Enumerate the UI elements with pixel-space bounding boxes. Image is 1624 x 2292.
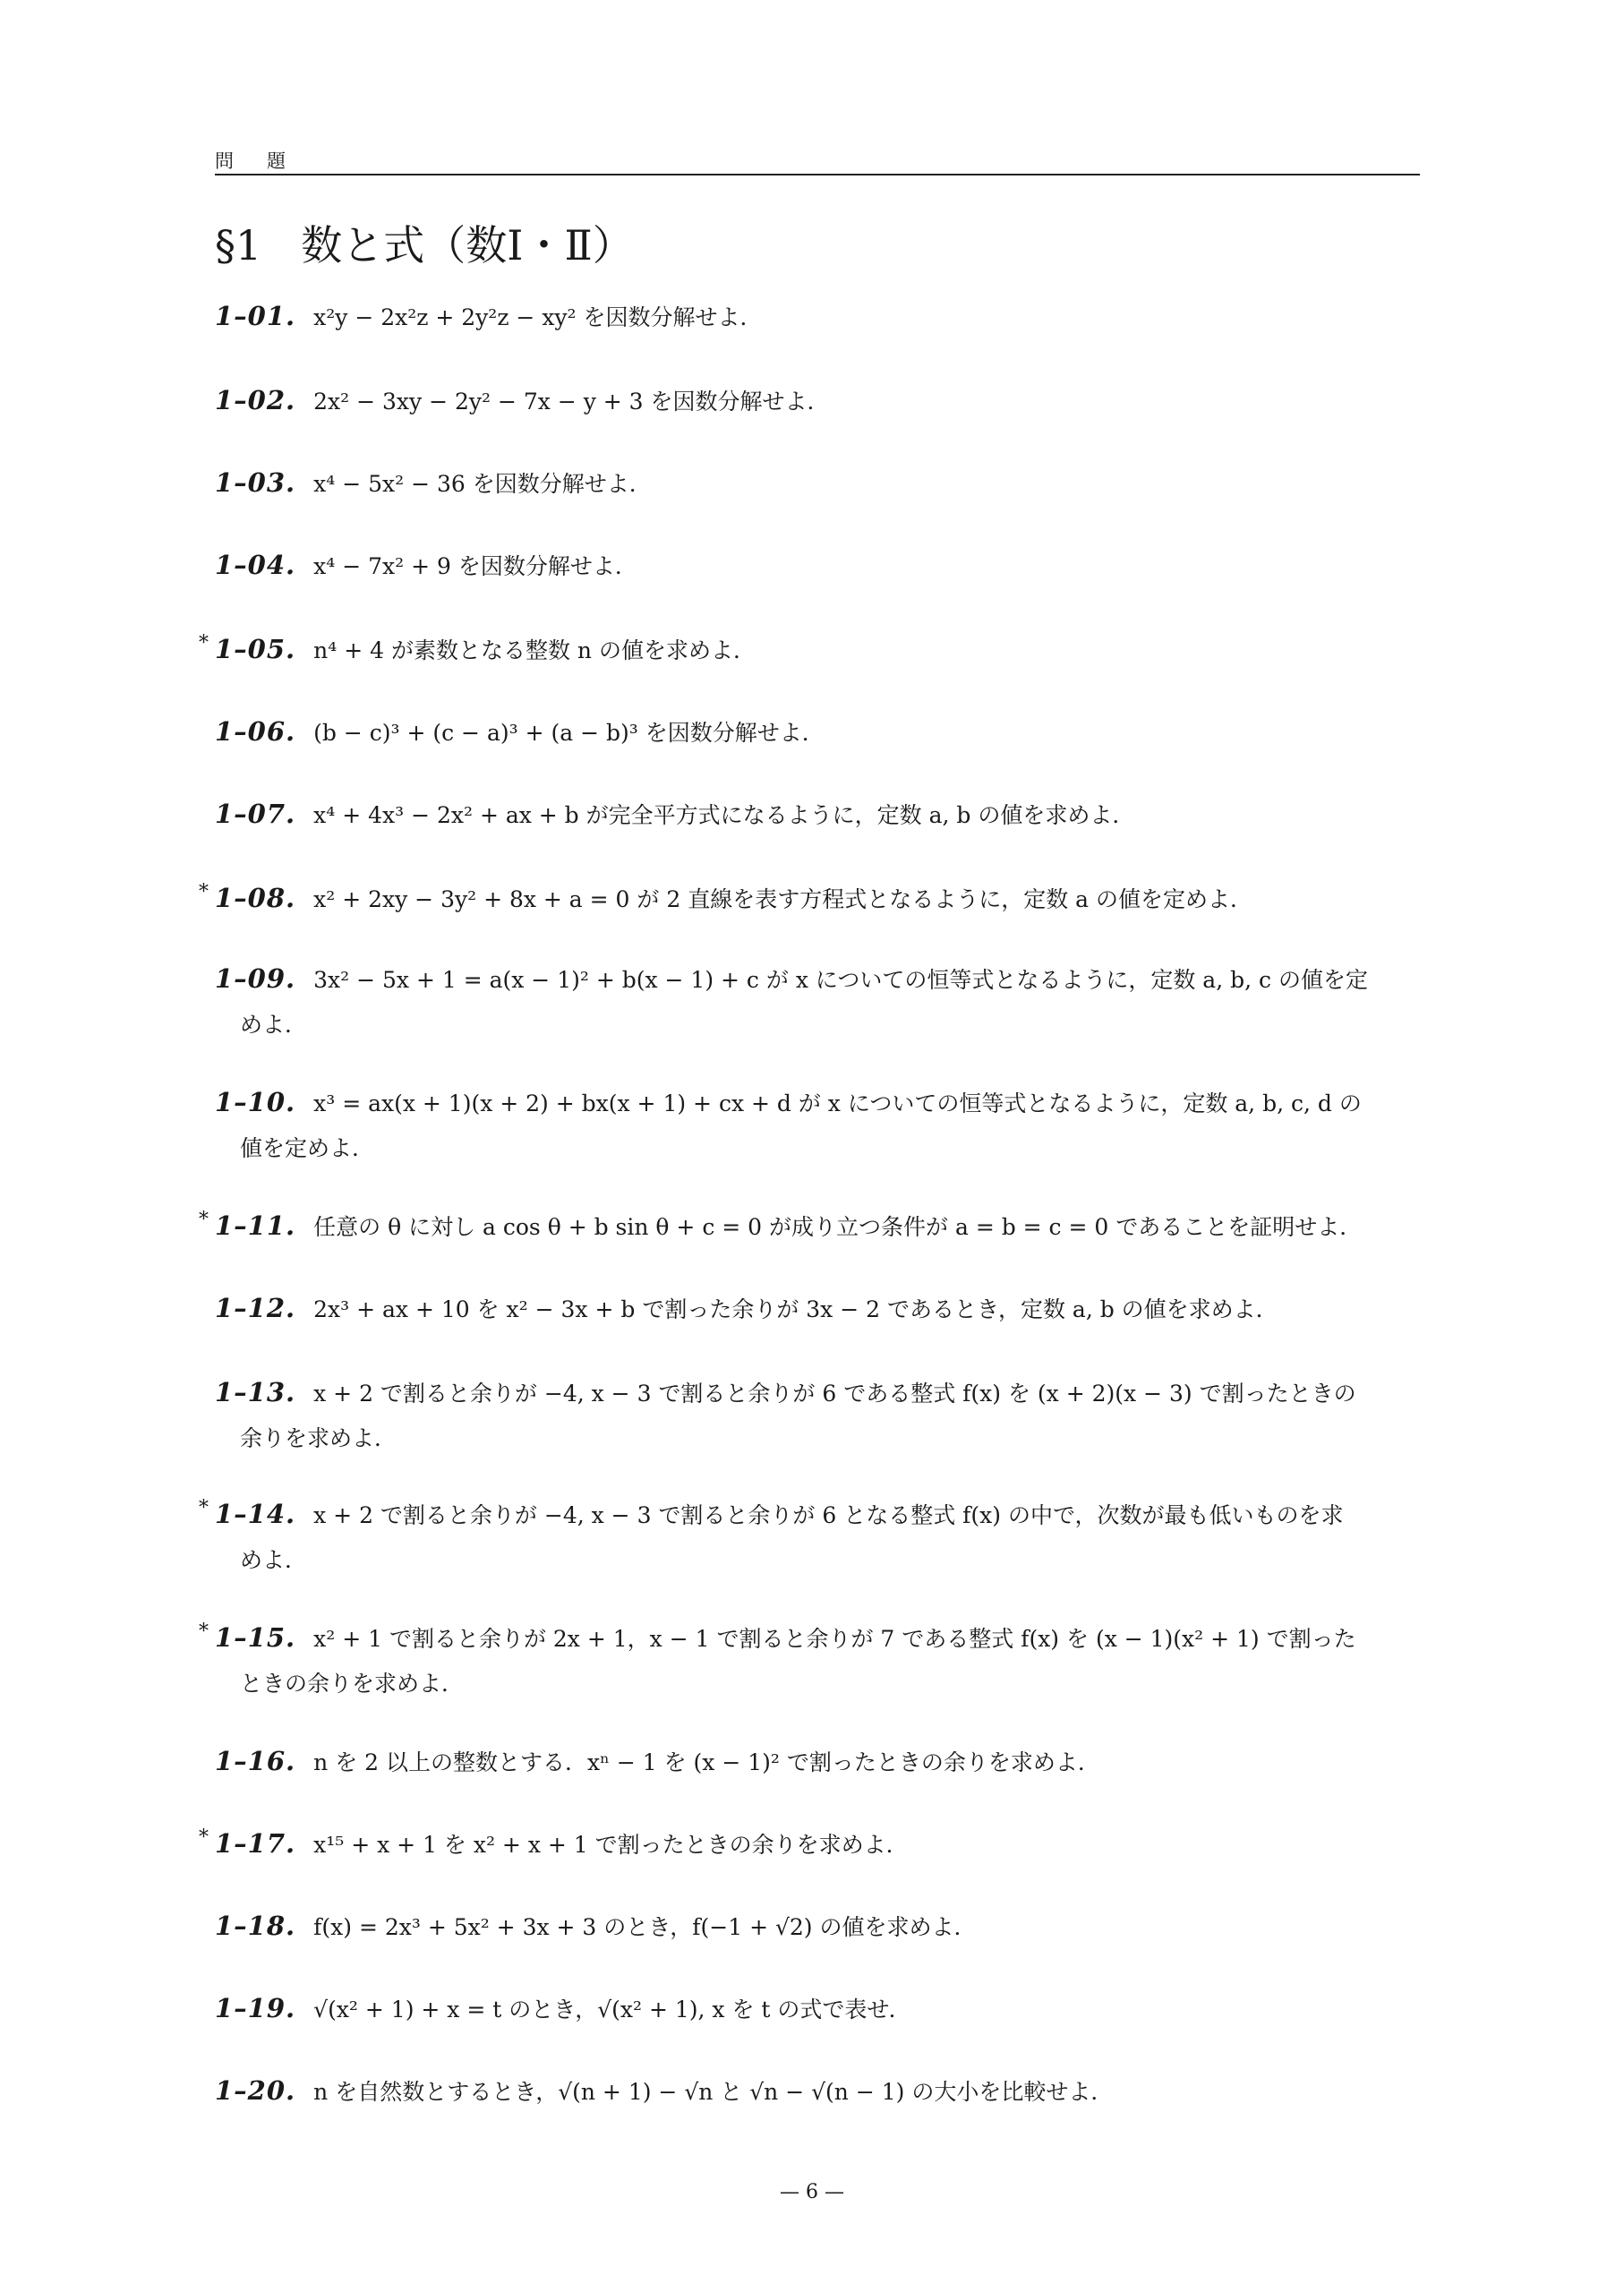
problem-first-line [215,543,1420,589]
problem-number: 1–07. [215,799,296,829]
problem-star-mark: * [199,881,209,903]
problem-number: 1–12. [215,1293,296,1323]
problem-number: 1–15. [215,1622,296,1653]
problem-text: 2x³ + ax + 10 を x² − 3x + b で割った余りが 3x − 2 であるとき，定数 a, b の値を求めよ． [313,1296,1278,1322]
problem-item [199,1492,1420,1583]
problem-text: x¹⁵ + x + 1 を x² + x + 1 で割ったときの余りを求めよ． [313,1832,909,1858]
problem-number: 1–11. [215,1210,296,1241]
problem-text: x² + 2xy − 3y² + 8x + a = 0 が 2 直線を表す方程式となるように，定数 a の値を定めよ． [313,886,1253,912]
problem-number: 1–17. [215,1828,296,1859]
problem-continuation: めよ． [240,1547,308,1573]
section-symbol: §1 [215,221,262,269]
problem-item [215,378,1420,424]
problem-number: 1–19. [215,1993,296,2023]
problem-continuation: 値を定めよ． [240,1135,375,1161]
problem-item [215,1370,1420,1461]
problem-item [215,294,1420,340]
problem-star-mark: * [199,1497,209,1519]
problem-number: 1–10. [215,1087,296,1117]
problem-first-line [215,1370,1420,1416]
problem-item [215,543,1420,589]
problem-continuation: 余りを求めよ． [240,1425,397,1451]
problem-text: x³ = ax(x + 1)(x + 2) + bx(x + 1) + cx + d が x についての恒等式となるように，定数 a, b, c, d の [313,1090,1362,1116]
problem-first-line [215,1903,1420,1950]
problem-text: √(x² + 1) + x = t のとき，√(x² + 1), x を t の式で表せ． [313,1997,911,2023]
problem-text: x + 2 で割ると余りが −4, x − 3 で割ると余りが 6 である整式 f(x) を (x + 2)(x − 3) で割ったときの [313,1381,1356,1407]
problem-first-line [215,956,1420,1003]
problem-text: 任意の θ に対し a cos θ + b sin θ + c = 0 が成り立つ条件が a = b = c = 0 であることを証明せよ． [313,1214,1363,1240]
problem-text: f(x) = 2x³ + 5x² + 3x + 3 のとき，f(−1 + √2) の値を求めよ． [313,1914,977,1940]
problem-first-line [215,2068,1420,2115]
problem-first-line [199,627,1420,673]
problem-item [199,1615,1420,1706]
problem-text: 2x² − 3xy − 2y² − 7x − y + 3 を因数分解せよ． [313,389,830,415]
problem-star-mark: * [199,1826,209,1849]
problem-number: 1–18. [215,1911,296,1941]
problem-item [215,791,1420,838]
problem-text: x⁴ + 4x³ − 2x² + ax + b が完全平方式になるように，定数 a, b の値を求めよ． [313,802,1135,828]
problem-item [215,1286,1420,1332]
problem-item [215,1739,1420,1785]
page-number: — 6 — [780,2181,844,2203]
problem-first-line [199,876,1420,922]
problem-text: (b − c)³ + (c − a)³ + (a − b)³ を因数分解せよ． [313,720,825,746]
problem-first-line [199,1492,1420,1538]
problem-item [199,1821,1420,1868]
problem-text: x⁴ − 5x² − 36 を因数分解せよ． [313,471,652,497]
header-rule [215,174,1420,175]
problem-item [215,956,1420,1048]
problem-text: x + 2 で割ると余りが −4, x − 3 で割ると余りが 6 となる整式 f(x) の中で，次数が最も低いものを求 [313,1502,1344,1528]
problem-star-mark: * [199,632,209,654]
problem-first-line [215,1286,1420,1332]
problem-item [215,1986,1420,2032]
problem-star-mark: * [199,1621,209,1643]
section-title: 数と式（数Ⅰ・Ⅱ） [301,221,634,269]
problem-number: 1–05. [215,634,296,664]
problem-text: x²y − 2x²z + 2y²z − xy² を因数分解せよ． [313,304,763,330]
problem-item [199,1203,1420,1250]
problem-number: 1–02. [215,385,296,415]
problem-number: 1–01. [215,301,296,331]
problem-text: 3x² − 5x + 1 = a(x − 1)² + b(x − 1) + c が x についての恒等式となるように，定数 a, b, c の値を定 [313,967,1368,993]
problem-first-line [215,294,1420,340]
problem-text: n を自然数とするとき，√(n + 1) − √n と √n − √(n − 1) の大小を比較せよ． [313,2079,1114,2105]
problem-number: 1–06. [215,716,296,747]
problem-text: n⁴ + 4 が素数となる整数 n の値を求めよ． [313,637,756,663]
problem-item [215,709,1420,756]
problem-first-line [199,1203,1420,1250]
problem-number: 1–03. [215,467,296,498]
problem-text: x⁴ − 7x² + 9 を因数分解せよ． [313,553,637,579]
problem-star-mark: * [199,1209,209,1231]
problem-number: 1–04. [215,550,296,580]
section-heading [215,213,634,272]
problem-number: 1–14. [215,1499,296,1529]
problem-item [199,627,1420,673]
problem-number: 1–20. [215,2075,296,2106]
problem-first-line [215,1986,1420,2032]
problem-number: 1–08. [215,883,296,913]
problem-number: 1–16. [215,1746,296,1776]
problem-text: x² + 1 で割ると余りが 2x + 1，x − 1 で割ると余りが 7 である整式 f(x) を (x − 1)(x² + 1) で割った [313,1626,1356,1652]
problem-first-line [215,791,1420,838]
problem-first-line [215,709,1420,756]
problem-first-line [215,1080,1420,1126]
problem-item [215,1080,1420,1171]
problem-first-line [199,1615,1420,1662]
page-header-label: 問 題 [215,150,293,172]
problem-number: 1–13. [215,1377,296,1407]
problem-first-line [215,460,1420,507]
problem-number: 1–09. [215,963,296,994]
problem-first-line [199,1821,1420,1868]
problem-item [199,876,1420,922]
problem-item [215,460,1420,507]
problem-item [215,2068,1420,2115]
problem-text: n を 2 以上の整数とする．xⁿ − 1 を (x − 1)² で割ったときの余りを求めよ． [313,1749,1100,1775]
problem-first-line [215,1739,1420,1785]
problem-continuation: ときの余りを求めよ． [240,1671,465,1697]
problem-first-line [215,378,1420,424]
problem-continuation: めよ． [240,1012,308,1038]
problem-item [215,1903,1420,1950]
